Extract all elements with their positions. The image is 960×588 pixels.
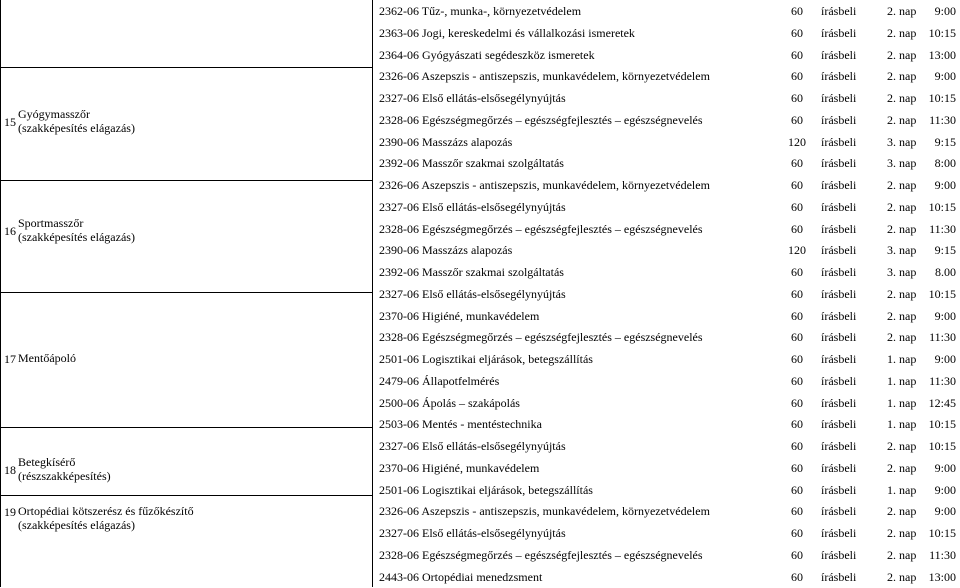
table-row xyxy=(373,435,960,457)
module-name: 2326-06 Aszepszis - antiszepszis, munkavédelem, környezetvédelem xyxy=(379,69,710,84)
program-qualification-type: (szakképesítés elágazás) xyxy=(18,121,135,135)
module-name: 2479-06 Állapotfelmérés xyxy=(379,373,500,388)
program-number: 16 xyxy=(4,224,16,238)
exam-time: 11:30 xyxy=(929,547,956,562)
exam-type: írásbeli xyxy=(821,25,857,40)
table-row xyxy=(373,305,960,327)
group-divider xyxy=(0,292,372,293)
exam-type: írásbeli xyxy=(821,526,857,540)
module-name: 2326-06 Aszepszis - antiszepszis, munkavédelem, környezetvédelem xyxy=(379,178,710,192)
module-hours: 60 xyxy=(791,91,803,105)
exam-time: 10:15 xyxy=(928,417,956,432)
module-hours: 60 xyxy=(791,4,803,18)
exam-type: írásbeli xyxy=(821,482,857,497)
module-name: 2390-06 Masszázs alapozás xyxy=(379,243,513,258)
module-name: 2370-06 Higiéné, munkavédelem xyxy=(379,308,540,323)
table-row xyxy=(373,413,960,435)
program-name: Sportmasszőr xyxy=(18,216,84,230)
exam-day: 1. nap xyxy=(887,482,917,497)
exam-day: 2. nap xyxy=(887,69,917,84)
module-hours: 60 xyxy=(791,265,803,279)
exam-time: 13:00 xyxy=(928,47,956,62)
module-name: 2326-06 Aszepszis - antiszepszis, munkavédelem, környezetvédelem xyxy=(379,504,710,519)
exam-type: írásbeli xyxy=(821,112,857,127)
module-hours: 120 xyxy=(788,243,806,258)
module-hours: 60 xyxy=(791,504,803,519)
module-name: 2328-06 Egészségmegőrzés – egészségfejlesztés – egészségnevelés xyxy=(379,221,703,236)
module-hours: 60 xyxy=(791,352,803,366)
exam-time: 10:15 xyxy=(928,286,956,301)
exam-type: írásbeli xyxy=(821,69,857,84)
table-row xyxy=(373,131,960,153)
module-name: 2327-06 Első ellátás-elsősegélynyújtás xyxy=(379,286,566,301)
table-row xyxy=(373,218,960,240)
module-hours: 60 xyxy=(791,439,803,453)
module-hours: 60 xyxy=(791,178,803,192)
module-name: 2363-06 Jogi, kereskedelmi és vállalkozási ismeretek xyxy=(379,25,635,40)
module-name: 2503-06 Mentés - mentéstechnika xyxy=(379,417,542,432)
exam-time: 9:00 xyxy=(934,69,956,84)
table-row xyxy=(373,44,960,66)
exam-day: 3. nap xyxy=(887,243,917,258)
exam-time: 9:00 xyxy=(934,4,956,18)
module-name: 2364-06 Gyógyászati segédeszköz ismeretek xyxy=(379,47,595,62)
table-row xyxy=(373,392,960,414)
module-name: 2328-06 Egészségmegőrzés – egészségfejlesztés – egészségnevelés xyxy=(379,330,703,345)
module-name: 2500-06 Ápolás – szakápolás xyxy=(379,395,520,410)
table-row xyxy=(373,566,960,588)
table-row xyxy=(373,370,960,392)
exam-type: írásbeli xyxy=(821,265,857,279)
table-left-border xyxy=(0,0,1,587)
exam-time: 9:00 xyxy=(934,352,956,366)
table-row xyxy=(373,152,960,174)
program-name: Gyógymasszőr xyxy=(18,107,90,121)
exam-time: 10:15 xyxy=(928,439,956,453)
program-number: 19 xyxy=(4,505,16,519)
program-qualification-type: (szakképesítés elágazás) xyxy=(18,518,135,532)
table-row xyxy=(373,479,960,501)
exam-type: írásbeli xyxy=(821,4,857,18)
exam-type: írásbeli xyxy=(821,569,857,584)
exam-type: írásbeli xyxy=(821,286,857,301)
exam-time: 9:00 xyxy=(934,504,956,519)
module-hours: 60 xyxy=(791,308,803,323)
table-row xyxy=(373,65,960,87)
table-row xyxy=(373,348,960,370)
exam-day: 1. nap xyxy=(887,395,917,410)
exam-time: 10:15 xyxy=(928,526,956,540)
module-hours: 60 xyxy=(791,156,803,171)
exam-time: 11:30 xyxy=(929,221,956,236)
exam-day: 2. nap xyxy=(887,4,917,18)
module-name: 2328-06 Egészségmegőrzés – egészségfejlesztés – egészségnevelés xyxy=(379,112,703,127)
table-row xyxy=(373,22,960,44)
program-qualification-type: (részszakképesítés) xyxy=(18,469,111,483)
module-hours: 60 xyxy=(791,526,803,540)
program-name: Betegkísérő xyxy=(18,455,76,469)
exam-day: 2. nap xyxy=(887,178,917,192)
program-number: 17 xyxy=(4,352,16,366)
exam-day: 1. nap xyxy=(887,352,917,366)
module-hours: 60 xyxy=(791,47,803,62)
exam-day: 2. nap xyxy=(887,286,917,301)
table-row xyxy=(373,522,960,544)
program-name: Ortopédiai kötszerész és fűzőkészítő xyxy=(18,504,194,518)
module-name: 2362-06 Tűz-, munka-, környezetvédelem xyxy=(379,4,582,18)
exam-time: 13:00 xyxy=(928,569,956,584)
group-divider xyxy=(0,427,372,428)
exam-day: 3. nap xyxy=(887,265,917,279)
exam-type: írásbeli xyxy=(821,352,857,366)
group-divider xyxy=(0,67,372,68)
exam-day: 2. nap xyxy=(887,569,917,584)
exam-day: 2. nap xyxy=(887,460,917,475)
exam-day: 2. nap xyxy=(887,526,917,540)
exam-time: 8:00 xyxy=(934,156,956,171)
module-hours: 60 xyxy=(791,373,803,388)
module-name: 2501-06 Logisztikai eljárások, betegszállítás xyxy=(379,352,593,366)
exam-time: 8.00 xyxy=(935,265,956,279)
program-name: Mentőápoló xyxy=(18,351,76,365)
module-hours: 60 xyxy=(791,569,803,584)
module-hours: 60 xyxy=(791,286,803,301)
module-name: 2501-06 Logisztikai eljárások, betegszállítás xyxy=(379,482,593,497)
module-hours: 60 xyxy=(791,482,803,497)
exam-day: 2. nap xyxy=(887,308,917,323)
exam-type: írásbeli xyxy=(821,395,857,410)
table-row xyxy=(373,196,960,218)
exam-day: 2. nap xyxy=(887,112,917,127)
module-hours: 120 xyxy=(788,134,806,149)
exam-day: 2. nap xyxy=(887,199,917,214)
table-row xyxy=(373,283,960,305)
module-hours: 60 xyxy=(791,417,803,432)
exam-time: 12:45 xyxy=(928,395,956,410)
exam-type: írásbeli xyxy=(821,178,857,192)
module-name: 2327-06 Első ellátás-elsősegélynyújtás xyxy=(379,91,566,105)
exam-type: írásbeli xyxy=(821,547,857,562)
exam-type: írásbeli xyxy=(821,221,857,236)
module-hours: 60 xyxy=(791,460,803,475)
exam-type: írásbeli xyxy=(821,373,857,388)
module-hours: 60 xyxy=(791,395,803,410)
exam-time: 10:15 xyxy=(928,199,956,214)
table-row xyxy=(373,326,960,348)
module-name: 2392-06 Masszőr szakmai szolgáltatás xyxy=(379,265,564,279)
table-row xyxy=(373,457,960,479)
exam-time: 9:00 xyxy=(934,460,956,475)
exam-type: írásbeli xyxy=(821,47,857,62)
exam-day: 1. nap xyxy=(887,417,917,432)
program-qualification-type: (szakképesítés elágazás) xyxy=(18,230,135,244)
module-hours: 60 xyxy=(791,69,803,84)
module-hours: 60 xyxy=(791,112,803,127)
exam-type: írásbeli xyxy=(821,199,857,214)
exam-day: 2. nap xyxy=(887,439,917,453)
exam-day: 3. nap xyxy=(887,134,917,149)
table-row xyxy=(373,87,960,109)
exam-time: 9:15 xyxy=(934,243,956,258)
exam-type: írásbeli xyxy=(821,460,857,475)
exam-type: írásbeli xyxy=(821,439,857,453)
group-divider xyxy=(0,180,372,181)
module-hours: 60 xyxy=(791,221,803,236)
exam-type: írásbeli xyxy=(821,156,857,171)
exam-day: 2. nap xyxy=(887,547,917,562)
exam-time: 11:30 xyxy=(929,112,956,127)
module-name: 2327-06 Első ellátás-elsősegélynyújtás xyxy=(379,439,566,453)
exam-type: írásbeli xyxy=(821,91,857,105)
exam-time: 9:15 xyxy=(934,134,956,149)
exam-day: 2. nap xyxy=(887,47,917,62)
module-name: 2443-06 Ortopédiai menedzsment xyxy=(379,569,543,584)
module-name: 2392-06 Masszőr szakmai szolgáltatás xyxy=(379,156,564,171)
module-name: 2370-06 Higiéné, munkavédelem xyxy=(379,460,540,475)
module-hours: 60 xyxy=(791,330,803,345)
table-row xyxy=(373,0,960,22)
exam-day: 1. nap xyxy=(887,373,917,388)
module-name: 2327-06 Első ellátás-elsősegélynyújtás xyxy=(379,526,566,540)
exam-day: 2. nap xyxy=(887,25,917,40)
table-row xyxy=(373,174,960,196)
exam-day: 2. nap xyxy=(887,221,917,236)
module-hours: 60 xyxy=(791,25,803,40)
exam-day: 2. nap xyxy=(887,91,917,105)
module-name: 2390-06 Masszázs alapozás xyxy=(379,134,513,149)
exam-type: írásbeli xyxy=(821,330,857,345)
exam-time: 11:30 xyxy=(929,373,956,388)
table-row xyxy=(373,261,960,283)
exam-day: 2. nap xyxy=(887,330,917,345)
exam-time: 10:15 xyxy=(928,25,956,40)
exam-day: 3. nap xyxy=(887,156,917,171)
exam-time: 10:15 xyxy=(928,91,956,105)
table-row xyxy=(373,109,960,131)
exam-type: írásbeli xyxy=(821,134,857,149)
exam-type: írásbeli xyxy=(821,243,857,258)
table-row xyxy=(373,239,960,261)
table-row xyxy=(373,500,960,522)
exam-type: írásbeli xyxy=(821,308,857,323)
module-hours: 60 xyxy=(791,547,803,562)
table-row xyxy=(373,544,960,566)
exam-type: írásbeli xyxy=(821,417,857,432)
exam-time: 9:00 xyxy=(934,178,956,192)
exam-day: 2. nap xyxy=(887,504,917,519)
program-number: 18 xyxy=(4,463,16,477)
exam-time: 11:30 xyxy=(929,330,956,345)
exam-time: 9:00 xyxy=(934,482,956,497)
exam-time: 9:00 xyxy=(934,308,956,323)
exam-type: írásbeli xyxy=(821,504,857,519)
program-column xyxy=(0,0,372,587)
program-number: 15 xyxy=(4,115,16,129)
module-hours: 60 xyxy=(791,199,803,214)
group-divider xyxy=(0,495,372,496)
module-name: 2328-06 Egészségmegőrzés – egészségfejlesztés – egészségnevelés xyxy=(379,547,703,562)
module-name: 2327-06 Első ellátás-elsősegélynyújtás xyxy=(379,199,566,214)
